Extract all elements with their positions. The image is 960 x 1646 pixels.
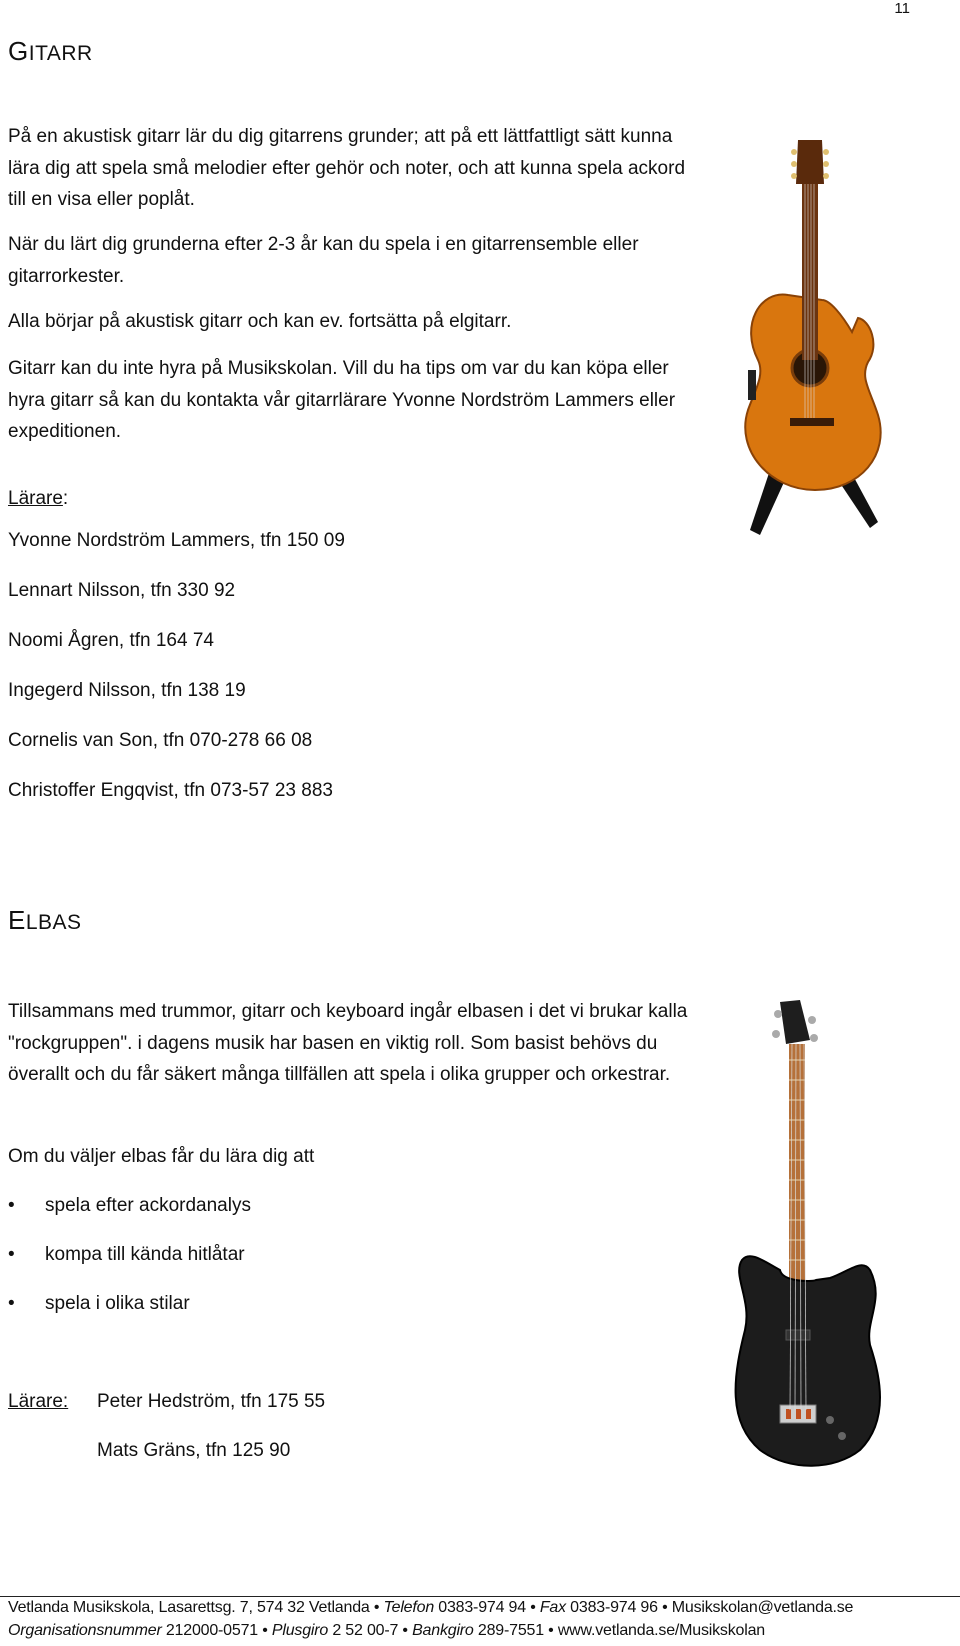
footer-line-1: Vetlanda Musikskola, Lasarettsg. 7, 574 32 Vetlanda • Telefon 0383-974 94 • Fax 0383-974 96 • Musikskolan@vetlanda.se <box>8 1599 854 1616</box>
footer-line-2: Organisationsnummer 212000-0571 • Plusgiro 2 52 00-7 • Bankgiro 289-7551 • www.vetlanda.se/Musikskolan <box>8 1622 765 1639</box>
gitarr-heading: GITARR <box>8 36 93 66</box>
gitarr-paragraph-2: När du lärt dig grunderna efter 2-3 år kan du spela i en gitarrensemble eller gitarrorkester. <box>8 234 639 287</box>
list-item: • spela i olika stilar <box>8 1293 190 1314</box>
elbas-heading: ELBAS <box>8 905 82 935</box>
elbas-teacher: Mats Gräns, tfn 125 90 <box>97 1440 291 1461</box>
footer-divider <box>0 1596 960 1597</box>
list-item: • kompa till kända hitlåtar <box>8 1244 245 1265</box>
electric-bass-icon <box>720 1000 900 1480</box>
gitarr-teacher: Cornelis van Son, tfn 070-278 66 08 <box>8 730 313 751</box>
gitarr-paragraph-3: Alla börjar på akustisk gitarr och kan ev. fortsätta på elgitarr. <box>8 311 512 332</box>
elbas-teachers-label: Lärare: <box>8 1391 69 1412</box>
gitarr-teacher: Yvonne Nordström Lammers, tfn 150 09 <box>8 530 345 551</box>
gitarr-teacher: Noomi Ågren, tfn 164 74 <box>8 630 214 651</box>
elbas-intro: Om du väljer elbas får du lära dig att <box>8 1146 315 1167</box>
gitarr-teacher: Christoffer Engqvist, tfn 073-57 23 883 <box>8 780 333 801</box>
list-item: • spela efter ackordanalys <box>8 1195 251 1216</box>
elbas-teacher: Peter Hedström, tfn 175 55 <box>97 1391 326 1412</box>
page-number: 11 <box>894 0 910 17</box>
gitarr-paragraph-4: Gitarr kan du inte hyra på Musikskolan. Vill du ha tips om var du kan köpa eller hyra gitarr så kan du kontakta vår gitarrlärare Yvonne Nordström Lammers eller expeditionen. <box>8 358 676 442</box>
gitarr-teachers-label: Lärare: <box>8 488 69 509</box>
website-link[interactable]: www.vetlanda.se/Musikskolan <box>557 1622 765 1639</box>
elbas-paragraph-1: Tillsammans med trummor, gitarr och keyboard ingår elbasen i det vi brukar kalla "rockgruppen". i dagens musik har basen en viktig roll. Som basist behövs du överallt och du får säkert många tillfällen att spela i olika grupper och orkestrar. <box>8 1001 688 1085</box>
acoustic-guitar-icon <box>730 140 910 540</box>
email-link[interactable]: Musikskolan@vetlanda.se <box>671 1599 854 1616</box>
gitarr-teacher: Ingegerd Nilsson, tfn 138 19 <box>8 680 246 701</box>
gitarr-teacher: Lennart Nilsson, tfn 330 92 <box>8 580 236 601</box>
gitarr-paragraph-1: På en akustisk gitarr lär du dig gitarrens grunder; att på ett lättfattligt sätt kunna lära dig att spela små melodier efter gehör och noter, och att kunna spela ackord till en visa eller poplåt. <box>8 126 686 210</box>
